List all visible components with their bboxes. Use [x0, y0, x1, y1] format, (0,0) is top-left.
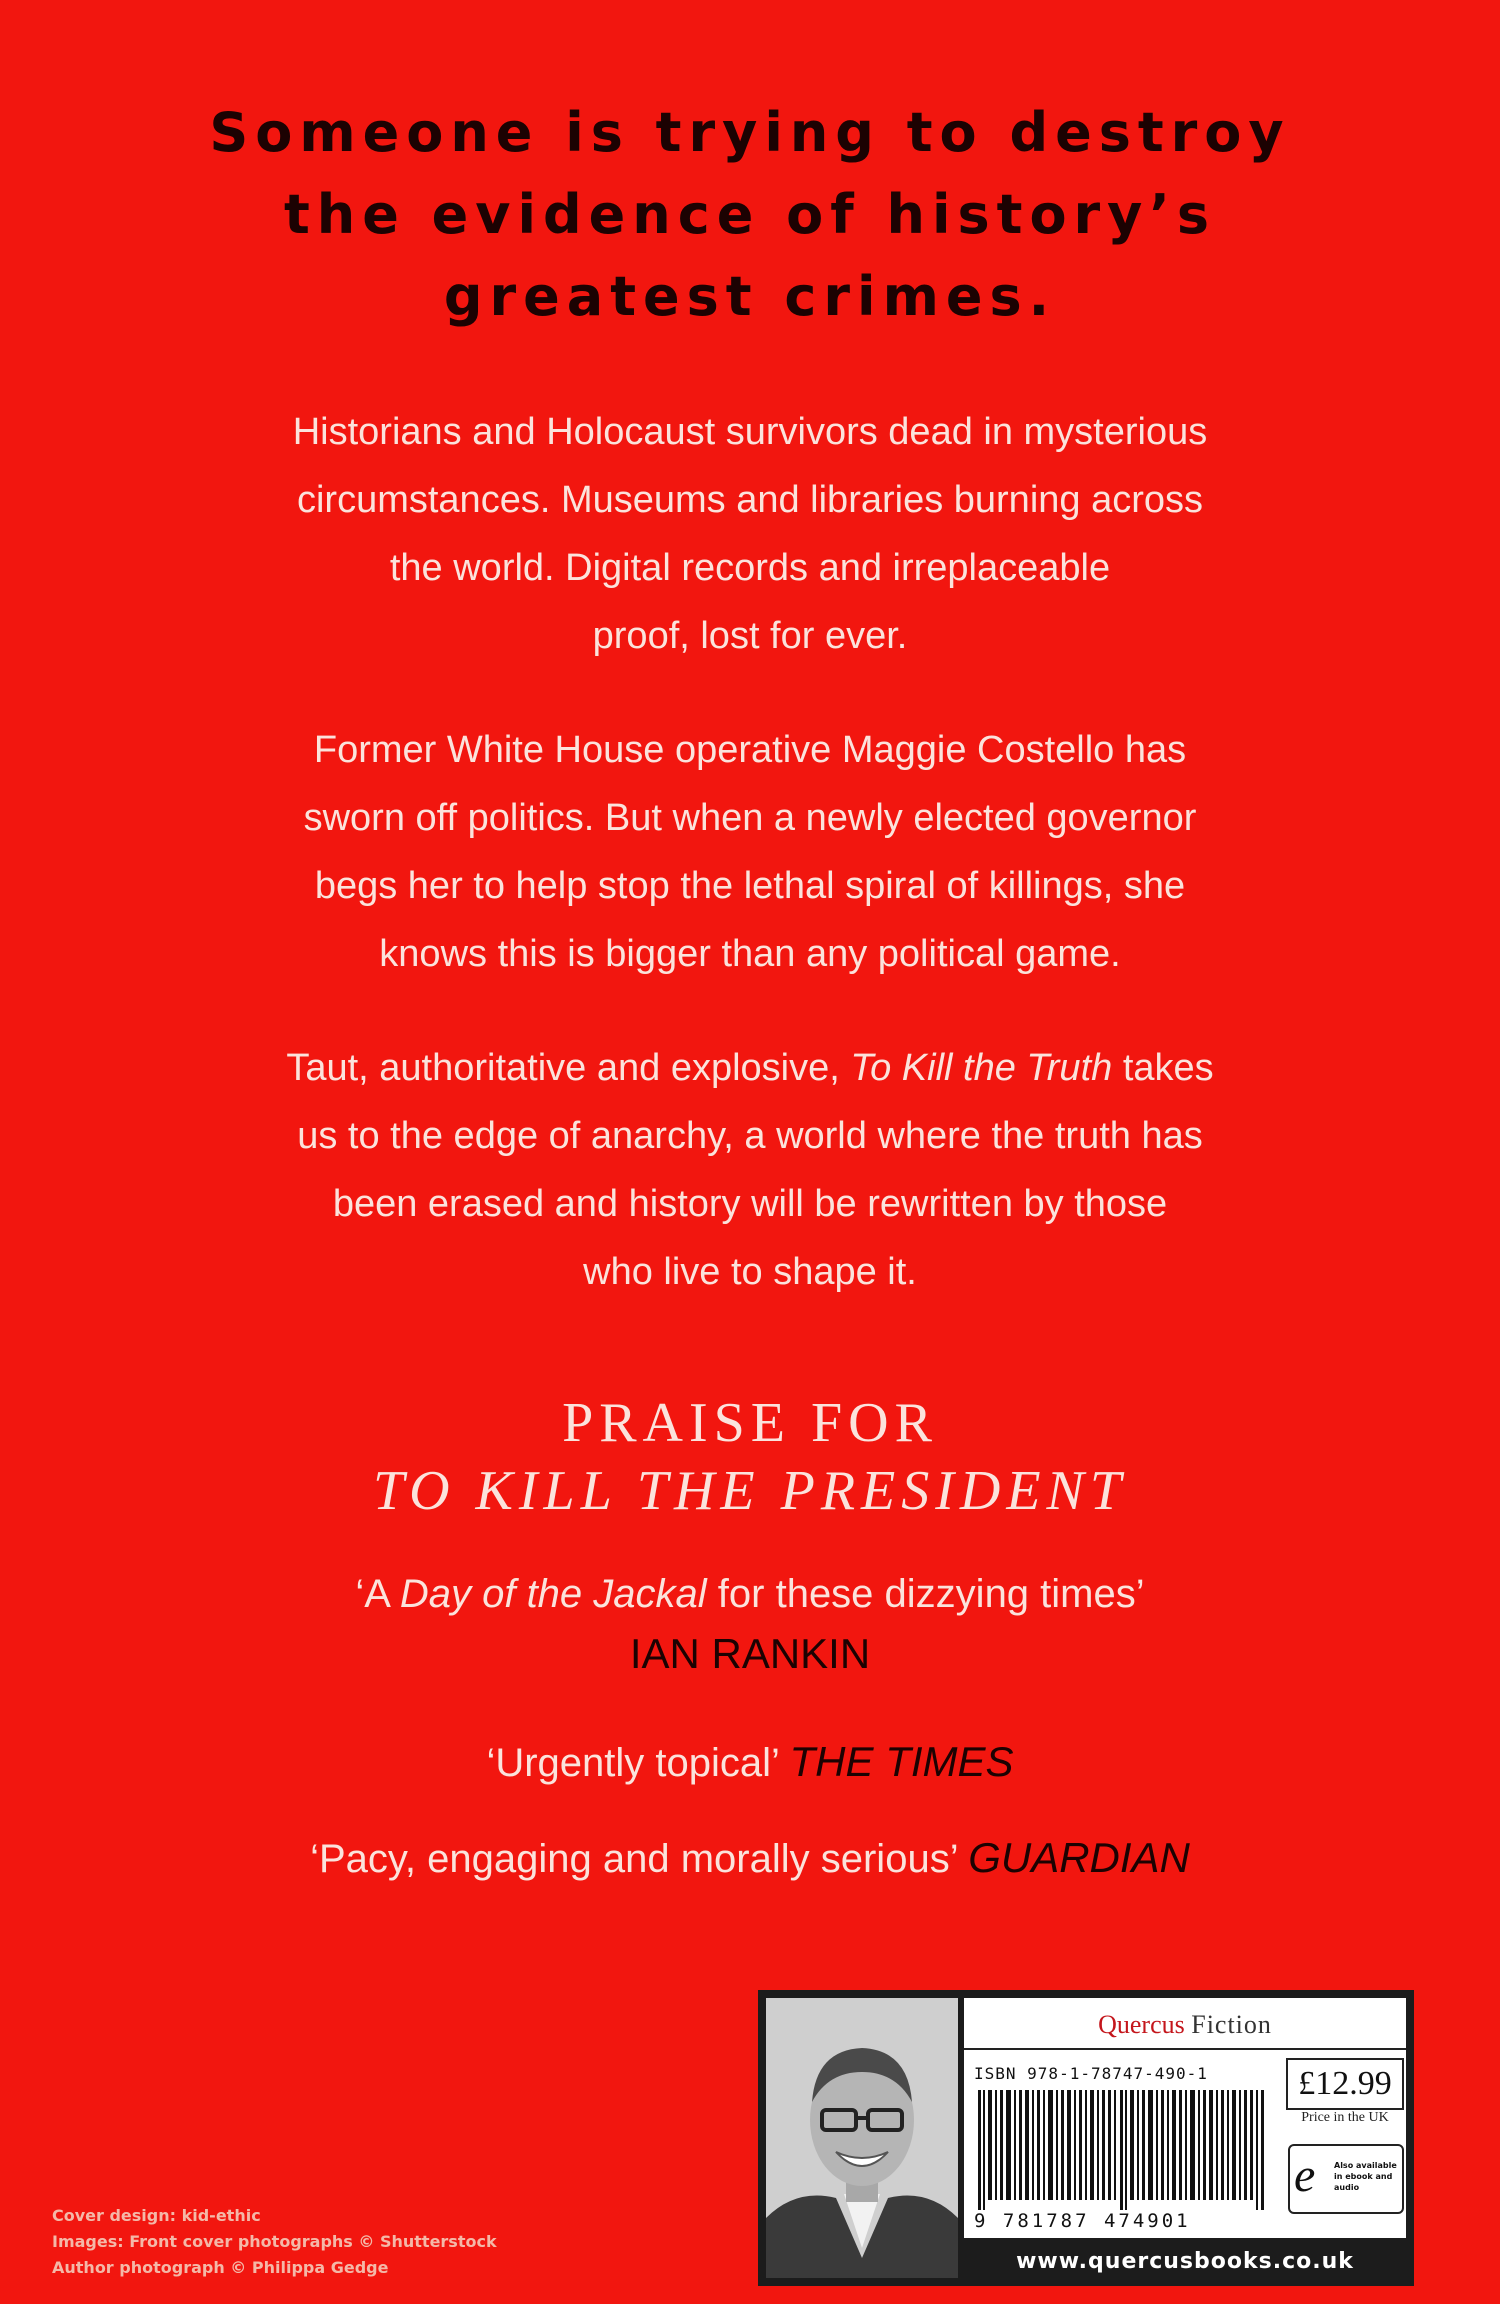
- blurb-line: Historians and Holocaust survivors dead in mysterious: [292, 411, 1208, 453]
- quote-title: Day of the Jackal: [399, 1572, 707, 1616]
- author-photo: [766, 1998, 958, 2278]
- praise-heading: PRAISE FOR: [562, 1392, 938, 1454]
- author-portrait-image: [766, 1998, 958, 2278]
- tagline-line: Someone is trying to destroy: [209, 101, 1291, 164]
- credit-line: Images: Front cover photographs © Shutterstock: [52, 2232, 497, 2251]
- price-note: Price in the UK: [1301, 2110, 1389, 2125]
- blurb-line: who live to shape it.: [583, 1251, 917, 1293]
- blurb-paragraph-3: [150, 1034, 1350, 1306]
- quote-2: [0, 1734, 1500, 1791]
- barcode-white-area: [964, 1998, 1406, 2238]
- tagline: [0, 92, 1500, 338]
- blurb-paragraph-1: [150, 398, 1350, 670]
- ebook-note: Also available in ebook and audio: [1334, 2161, 1397, 2192]
- blurb-line: the world. Digital records and irreplaceable: [389, 547, 1111, 589]
- price: £12.99: [1286, 2058, 1404, 2110]
- blurb-text: takes: [1112, 1047, 1214, 1089]
- tagline-line: the evidence of history’s: [283, 183, 1217, 246]
- cover-credits: [52, 2203, 497, 2281]
- blurb-line: us to the edge of anarchy, a world where the truth has: [297, 1115, 1203, 1157]
- credit-line: Cover design: kid-ethic: [52, 2206, 261, 2225]
- publisher-brand: Quercus: [1098, 2010, 1185, 2039]
- tagline-line: greatest crimes.: [443, 265, 1057, 328]
- blurb-text: Taut, authoritative and explosive,: [286, 1047, 851, 1089]
- isbn-text: ISBN 978-1-78747-490-1: [974, 2064, 1208, 2083]
- blurb-line: sworn off politics. But when a newly elected governor: [303, 797, 1197, 839]
- quote-3-source: GUARDIAN: [968, 1834, 1190, 1881]
- blurb-line: [150, 1034, 1350, 1102]
- blurb-line: Former White House operative Maggie Costello has: [313, 729, 1187, 771]
- ebook-badge: [1288, 2144, 1404, 2214]
- barcode-number: 9 781787 474901: [974, 2210, 1191, 2232]
- quote-3: [0, 1830, 1500, 1887]
- quote-2-source: THE TIMES: [789, 1738, 1014, 1785]
- publisher-website: www.quercusbooks.co.uk: [1016, 2249, 1354, 2274]
- book-title: To Kill the Truth: [850, 1047, 1113, 1089]
- quote-1: [0, 1566, 1500, 1622]
- quote-text: ‘Pacy, engaging and morally serious’: [310, 1837, 969, 1881]
- blurb-line: been erased and history will be rewritten by those: [332, 1183, 1168, 1225]
- blurb-paragraph-2: [150, 716, 1350, 988]
- barcode-image: [974, 2090, 1274, 2210]
- publisher-imprint: Fiction: [1191, 2010, 1272, 2039]
- barcode-panel: [758, 1990, 1414, 2286]
- quote-1-source: IAN RANKIN: [629, 1630, 871, 1677]
- praise-book-title: TO KILL THE PRESIDENT: [372, 1460, 1128, 1522]
- publisher-logo: [964, 2002, 1406, 2050]
- blurb-line: circumstances. Museums and libraries burning across: [296, 479, 1204, 521]
- blurb-line: proof, lost for ever.: [592, 615, 908, 657]
- blurb-line: begs her to help stop the lethal spiral of killings, she: [314, 865, 1186, 907]
- quote-text: ‘Urgently topical’: [486, 1741, 790, 1785]
- quote-text: for these dizzying times’: [706, 1572, 1145, 1616]
- credit-line: Author photograph © Philippa Gedge: [52, 2258, 389, 2277]
- ebook-icon: e: [1294, 2149, 1316, 2202]
- blurb-line: knows this is bigger than any political game.: [379, 933, 1121, 975]
- quote-text: ‘A: [355, 1572, 400, 1616]
